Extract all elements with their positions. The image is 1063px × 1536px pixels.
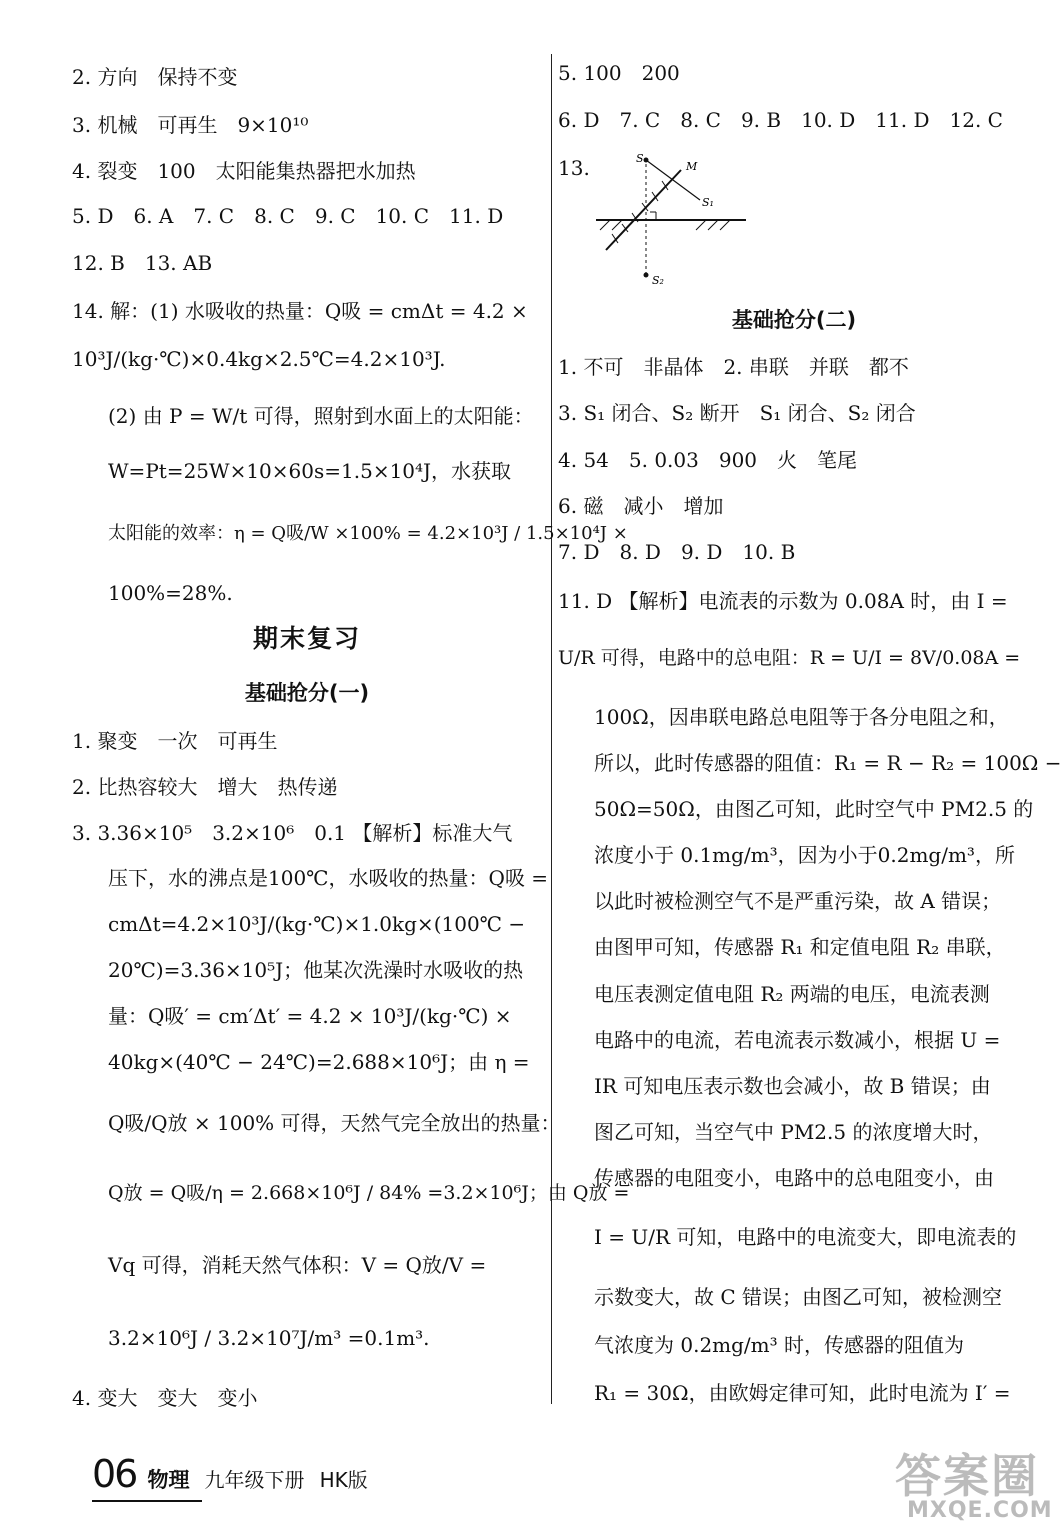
answer-line: 11. D 【解析】电流表的示数为 0.08A 时，由 I = (558, 589, 1008, 613)
answer-line: 5. D 6. A 7. C 8. C 9. C 10. C 11. D (72, 204, 504, 228)
section-title: 期末复习 (252, 624, 361, 653)
subsection-title: 基础抢分(一) (244, 681, 370, 705)
answer-line: 4. 变大 变大 变小 (72, 1386, 258, 1410)
answer-line: 10³J/(kg·℃)×0.4kg×2.5℃=4.2×10³J. (72, 347, 446, 371)
answer-line: Q吸/Q放 × 100% 可得，天然气完全放出的热量： (108, 1111, 561, 1135)
footer-subject: 物理 (147, 1468, 190, 1492)
answer-line: U/R 可得，电路中的总电阻：R = U/I = 8V/0.08A = (558, 647, 1021, 669)
watermark-logo (885, 1440, 1055, 1530)
answer-line: 14. 解：(1) 水吸收的热量：Q吸 = cmΔt = 4.2 × (72, 299, 528, 323)
answer-line: 1. 聚变 一次 可再生 (72, 729, 278, 753)
page-footer (92, 1452, 368, 1496)
subsection-title: 基础抢分(二) (731, 308, 857, 332)
answer-line: 100%=28%. (108, 581, 233, 605)
answer-line: 以此时被检测空气不是严重污染，故 A 错误； (594, 889, 1002, 913)
answer-line: 3. S₁ 闭合、S₂ 断开 S₁ 闭合、S₂ 闭合 (558, 401, 916, 425)
answer-line: 4. 54 5. 0.03 900 火 笔尾 (558, 448, 858, 472)
label-m: M (686, 160, 698, 173)
answer-line: 2. 方向 保持不变 (72, 65, 238, 89)
footer-grade: 九年级下册 (204, 1468, 305, 1492)
answer-line: 气浓度为 0.2mg/m³ 时，传感器的阻值为 (594, 1333, 965, 1357)
footer-rule (92, 1500, 202, 1502)
answer-line: R₁ = 30Ω，由欧姆定律可知，此时电流为 I′ = (594, 1381, 1011, 1405)
answer-line: 6. 磁 减小 增加 (558, 494, 724, 518)
answer-line: W=Pt=25W×10×60s=1.5×10⁴J，水获取 (108, 459, 512, 483)
answer-line: 由图甲可知，传感器 R₁ 和定值电阻 R₂ 串联， (594, 935, 1006, 959)
answer-line: 电路中的电流，若电流表示数减小，根据 U = (594, 1028, 1001, 1052)
page-number: 06 (92, 1452, 137, 1496)
label-s: S (636, 152, 644, 165)
answer-line: 3. 机械 可再生 9×10¹⁰ (72, 113, 309, 137)
answer-line: 3. 3.36×10⁵ 3.2×10⁶ 0.1 【解析】标准大气 (72, 821, 513, 845)
answer-line: 图乙可知，当空气中 PM2.5 的浓度增大时， (594, 1120, 993, 1144)
answer-line: (2) 由 P = W/t 可得，照射到水面上的太阳能： (108, 404, 534, 428)
watermark-text: 答案圈 (895, 1449, 1039, 1503)
answer-line: IR 可知电压表示数也会减小，故 B 错误；由 (594, 1074, 991, 1098)
watermark-url: MXQE.COM (907, 1498, 1053, 1523)
label-s1: S₁ (702, 196, 714, 209)
answer-line: 量：Q吸′ = cm′Δt′ = 4.2 × 10³J/(kg·℃) × (108, 1004, 512, 1028)
answer-line: 2. 比热容较大 增大 热传递 (72, 775, 338, 799)
answer-line: 3.2×10⁶J / 3.2×10⁷J/m³ =0.1m³. (108, 1326, 430, 1350)
answer-line: 13. (558, 156, 590, 180)
answer-line: 4. 裂变 100 太阳能集热器把水加热 (72, 159, 416, 183)
answer-line: 7. D 8. D 9. D 10. B (558, 540, 796, 564)
answer-line: 所以，此时传感器的阻值：R₁ = R − R₂ = 100Ω − (594, 751, 1062, 775)
answer-line: 传感器的电阻变小，电路中的总电阻变小，由 (594, 1166, 994, 1190)
footer-edition: HK版 (319, 1468, 368, 1492)
answer-line: 12. B 13. AB (72, 251, 213, 275)
answer-line: 示数变大，故 C 错误；由图乙可知，被检测空 (594, 1285, 1003, 1309)
answer-line: 电压表测定值电阻 R₂ 两端的电压，电流表测 (594, 982, 990, 1006)
answer-line: 100Ω，因串联电路总电阻等于各分电阻之和， (594, 705, 1009, 729)
answer-line: 1. 不可 非晶体 2. 串联 并联 都不 (558, 355, 909, 379)
label-s2: S₂ (652, 274, 664, 287)
answer-line: cmΔt=4.2×10³J/(kg·℃)×1.0kg×(100℃ − (108, 912, 526, 936)
answer-line: 50Ω=50Ω，由图乙可知，此时空气中 PM2.5 的 (594, 797, 1034, 821)
answer-line: 压下，水的沸点是100℃，水吸收的热量：Q吸 = (108, 866, 549, 890)
answer-line: 6. D 7. C 8. C 9. B 10. D 11. D 12. C (558, 108, 1003, 132)
answer-line: 40kg×(40℃ − 24℃)=2.688×10⁶J；由 η = (108, 1050, 530, 1074)
mirror-diagram (596, 150, 746, 290)
answer-line: 浓度小于 0.1mg/m³，因为小于0.2mg/m³，所 (594, 843, 1015, 867)
answer-line: 5. 100 200 (558, 61, 680, 85)
answer-line: Q放 = Q吸/η = 2.668×10⁶J / 84% =3.2×10⁶J；由 Q放 = (108, 1182, 630, 1204)
answer-line: I = U/R 可知，电路中的电流变大，即电流表的 (594, 1225, 1017, 1249)
answer-line: Vq 可得，消耗天然气体积：V = Q放/V = (108, 1253, 487, 1277)
answer-line: 20℃)=3.36×10⁵J；他某次洗澡时水吸收的热 (108, 958, 524, 982)
answer-line: 太阳能的效率：η = Q吸/W ×100% = 4.2×10³J / 1.5×10⁴J × (108, 523, 628, 544)
